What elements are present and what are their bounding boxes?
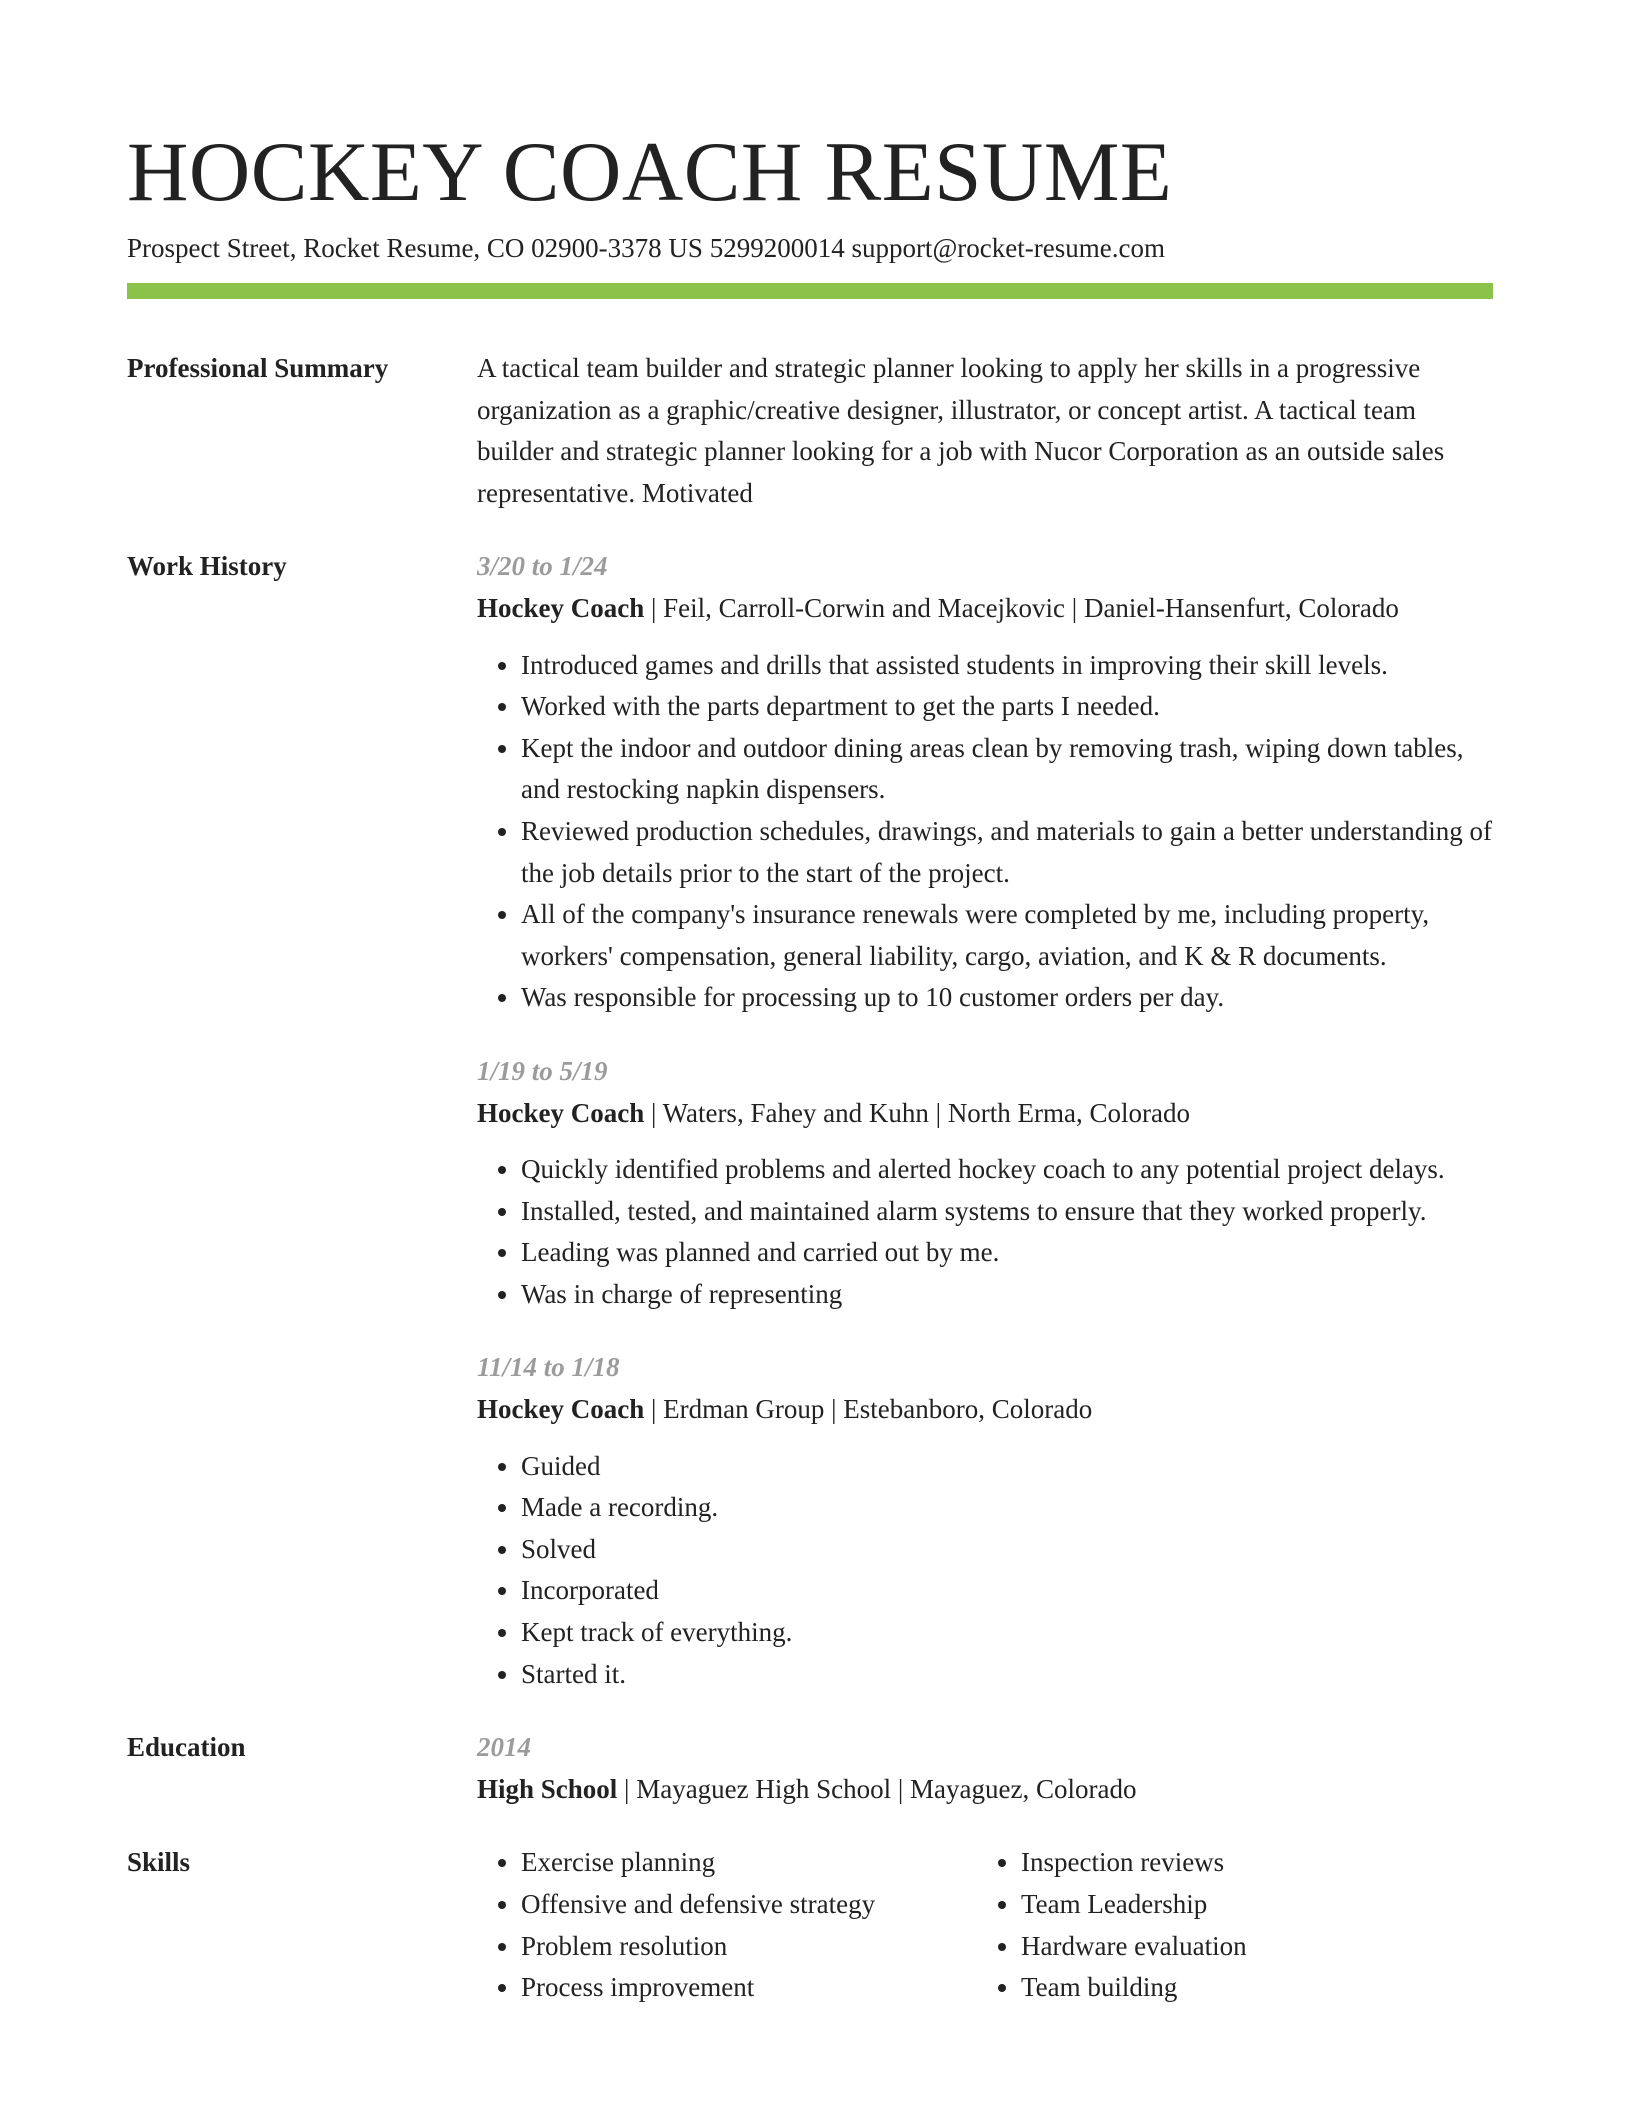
accent-divider (127, 283, 1493, 299)
section-work-history (127, 546, 1493, 1695)
skill-item: • Offensive and defensive strategy (521, 1884, 977, 1926)
job-bullet: • Incorporated (521, 1570, 1493, 1612)
skills-list-right (977, 1842, 1421, 2008)
education-year: 2014 (477, 1732, 531, 1763)
job-dates: 11/14 to 1/18 (477, 1352, 620, 1383)
job-bullet: • Introduced games and drills that assisted students in improving their skill levels. (521, 645, 1493, 687)
job-details: | Erdman Group | Estebanboro, Colorado (644, 1394, 1093, 1425)
job-bullet: • Started it. (521, 1654, 1493, 1696)
section-body (477, 546, 1493, 1695)
skill-item: • Inspection reviews (1021, 1842, 1421, 1884)
skill-item: • Exercise planning (521, 1842, 977, 1884)
job-bullet: • Leading was planned and carried out by me. (521, 1232, 1493, 1274)
skill-item: • Team Leadership (1021, 1884, 1421, 1926)
job-bullet: • Was in charge of representing (521, 1274, 1493, 1316)
contact-info: Prospect Street, Rocket Resume, CO 02900-3378 US 5299200014 support@rocket-resume.com (127, 233, 1165, 263)
job-details: | Waters, Fahey and Kuhn | North Erma, Colorado (644, 1097, 1191, 1128)
section-label: Work History (127, 551, 287, 582)
job-bullet: • Installed, tested, and maintained alarm systems to ensure that they worked properly. (521, 1191, 1493, 1233)
job-entry (477, 546, 1493, 1019)
job-bullet: • Kept track of everything. (521, 1612, 1493, 1654)
job-details: | Feil, Carroll-Corwin and Macejkovic | Daniel-Hansenfurt, Colorado (644, 592, 1399, 623)
job-bullet: • Reviewed production schedules, drawings, and materials to gain a better understanding of the job details prior to the start of the project. (521, 811, 1493, 894)
skill-item: • Hardware evaluation (1021, 1926, 1421, 1968)
job-dates: 1/19 to 5/19 (477, 1055, 608, 1086)
skill-item: • Team building (1021, 1967, 1421, 2009)
job-heading (477, 1093, 1493, 1135)
job-bullet: • Solved (521, 1529, 1493, 1571)
job-heading (477, 588, 1493, 630)
job-bullet: • All of the company's insurance renewals were completed by me, including property, workers' compensation, general liability, cargo, aviation, and K & R documents. (521, 894, 1493, 977)
job-bullet: • Kept the indoor and outdoor dining areas clean by removing trash, wiping down tables, and restocking napkin dispensers. (521, 728, 1493, 811)
job-title: Hockey Coach (477, 1097, 645, 1128)
job-bullet: • Guided (521, 1446, 1493, 1488)
job-bullet: • Worked with the parts department to get the parts I needed. (521, 686, 1493, 728)
education-degree: High School (477, 1773, 618, 1804)
skills-list-left (477, 1842, 977, 2008)
education-heading (477, 1769, 1493, 1811)
section-body (477, 1727, 1493, 1810)
section-label: Education (127, 1732, 246, 1763)
job-entry (477, 1051, 1493, 1316)
job-dates: 3/20 to 1/24 (477, 551, 608, 582)
resume-content (127, 348, 1493, 2009)
job-bullets (477, 1149, 1493, 1315)
section-label: Professional Summary (127, 353, 389, 383)
job-bullets (477, 645, 1493, 1019)
section-education (127, 1727, 1493, 1810)
section-body (477, 1842, 1493, 2008)
resume-title: HOCKEY COACH RESUME (127, 125, 1173, 219)
skills-grid (477, 1842, 1493, 2008)
section-skills (127, 1842, 1493, 2008)
section-label: Skills (127, 1847, 191, 1878)
job-heading (477, 1389, 1493, 1431)
education-details: | Mayaguez High School | Mayaguez, Colorado (617, 1773, 1137, 1804)
section-professional-summary (127, 348, 1493, 514)
job-bullet: • Made a recording. (521, 1487, 1493, 1529)
job-title: Hockey Coach (477, 592, 645, 623)
skill-item: • Problem resolution (521, 1926, 977, 1968)
summary-text: A tactical team builder and strategic planner looking to apply her skills in a progressive organization as a graphic/creative designer, illustrator, or concept artist. A tactical team builder and strategic planner looking for a job with Nucor Corporation as an outside sales representative. Motivated (477, 353, 1445, 508)
job-bullet: • Quickly identified problems and alerted hockey coach to any potential project delays. (521, 1149, 1493, 1191)
job-title: Hockey Coach (477, 1394, 645, 1425)
job-entry (477, 1347, 1493, 1695)
section-body (477, 348, 1493, 514)
job-bullet: • Was responsible for processing up to 10 customer orders per day. (521, 977, 1493, 1019)
skill-item: • Process improvement (521, 1967, 977, 2009)
job-bullets (477, 1446, 1493, 1696)
